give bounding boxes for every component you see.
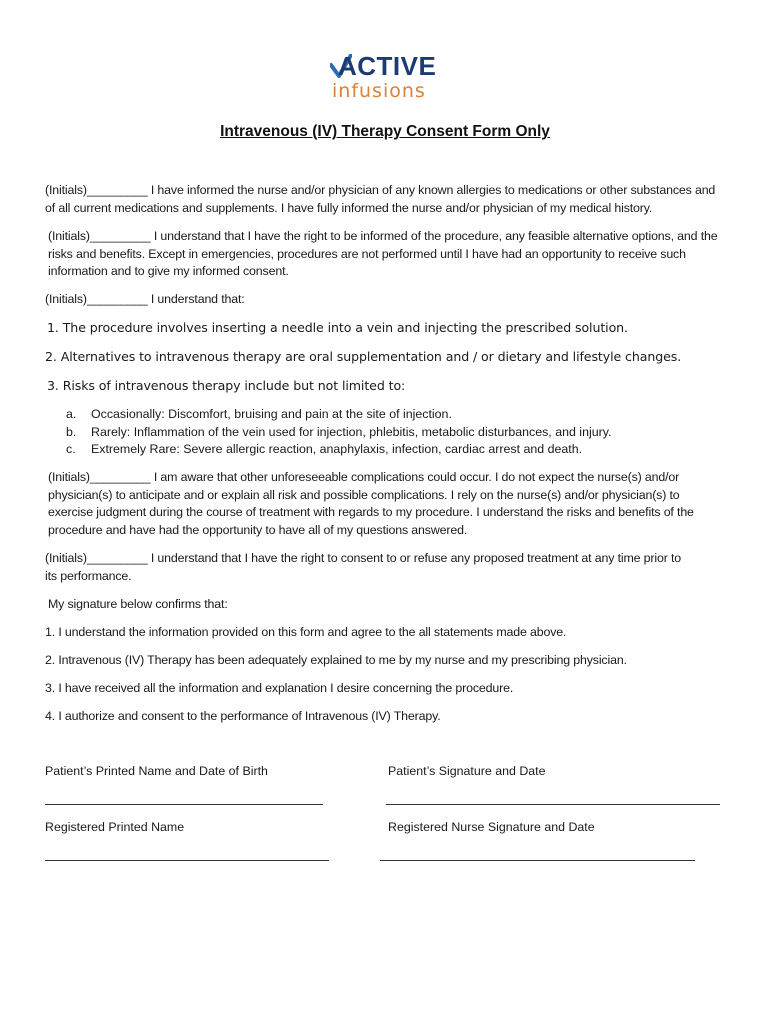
risks-list <box>66 406 611 459</box>
confirm-item-2: 2. Intravenous (IV) Therapy has been adequately explained to me by my nurse and my prescribing physician. <box>45 653 627 667</box>
list-text: Occasionally: Discomfort, bruising and pain at the site of injection. <box>91 407 452 421</box>
procedure-point-1: 1. The procedure involves inserting a needle into a vein and injecting the prescribed solution. <box>47 320 628 335</box>
confirms-heading: My signature below confirms that: <box>48 597 228 611</box>
aware-paragraph: (Initials)_________ I am aware that other unforeseeable complications could occur. I do not expect the nurse(s) and/or physician(s) to anticipate and or explain all risk and possible complications. I rely on the nurse(s) and/or physician(s) to exercise judgment during the course of treatment with regards to my procedure. I understand the risks and benefits of the procedure and have had the opportunity to have all of my questions answered. <box>48 470 694 537</box>
nurse-signature-label: Registered Nurse Signature and Date <box>388 820 595 834</box>
list-item <box>66 424 611 442</box>
list-item <box>66 406 611 424</box>
list-text: Extremely Rare: Severe allergic reaction, anaphylaxis, infection, cardiac arrest and death. <box>91 442 583 456</box>
list-letter: a. <box>66 407 77 421</box>
allergies-paragraph: (Initials)_________ I have informed the nurse and/or physician of any known allergies to medications or other substances and of all current medications and supplements. I have fully informed the nurse and/or physician of my medical history. <box>45 183 716 215</box>
list-item <box>66 441 611 459</box>
confirm-item-3: 3. I have received all the information and explanation I desire concerning the procedure. <box>45 681 514 695</box>
registered-name-line[interactable] <box>45 860 329 861</box>
patient-signature-label: Patient’s Signature and Date <box>388 764 546 778</box>
patient-name-line[interactable] <box>45 804 323 805</box>
patient-signature-line[interactable] <box>386 804 720 805</box>
risks-point-3: 3. Risks of intravenous therapy include but not limited to: <box>47 378 406 393</box>
logo-infusions-text: infusions <box>332 80 426 102</box>
list-letter: c. <box>66 442 76 456</box>
registered-name-label: Registered Printed Name <box>45 820 185 834</box>
list-text: Rarely: Inflammation of the vein used for injection, phlebitis, metabolic disturbances, and injury. <box>91 424 612 439</box>
confirm-item-1: 1. I understand the information provided on this form and agree to the all statements made above. <box>45 625 567 639</box>
active-infusions-logo <box>328 48 443 110</box>
list-letter: b. <box>66 424 77 439</box>
confirm-item-4: 4. I authorize and consent to the performance of Intravenous (IV) Therapy. <box>45 709 441 723</box>
alternatives-point-2: 2. Alternatives to intravenous therapy are oral supplementation and / or dietary and lifestyle changes. <box>45 349 682 364</box>
patient-name-label: Patient’s Printed Name and Date of Birth <box>45 764 268 778</box>
understand-paragraph: (Initials)_________ I understand that: <box>45 292 245 306</box>
page-title: Intravenous (IV) Therapy Consent Form Only <box>220 123 550 140</box>
nurse-signature-line[interactable] <box>380 860 695 861</box>
rights-paragraph: (Initials)_________ I understand that I have the right to be informed of the procedure, any feasible alternative options, and the risks and benefits. Except in emergencies, procedures are not performed until I have had an opportunity to receive such information and to give my informed consent. <box>48 229 718 278</box>
logo-active-text: ACTIVE <box>338 51 437 81</box>
refuse-paragraph: (Initials)_________ I understand that I have the right to consent to or refuse any proposed treatment at any time prior to its performance. <box>45 551 682 583</box>
